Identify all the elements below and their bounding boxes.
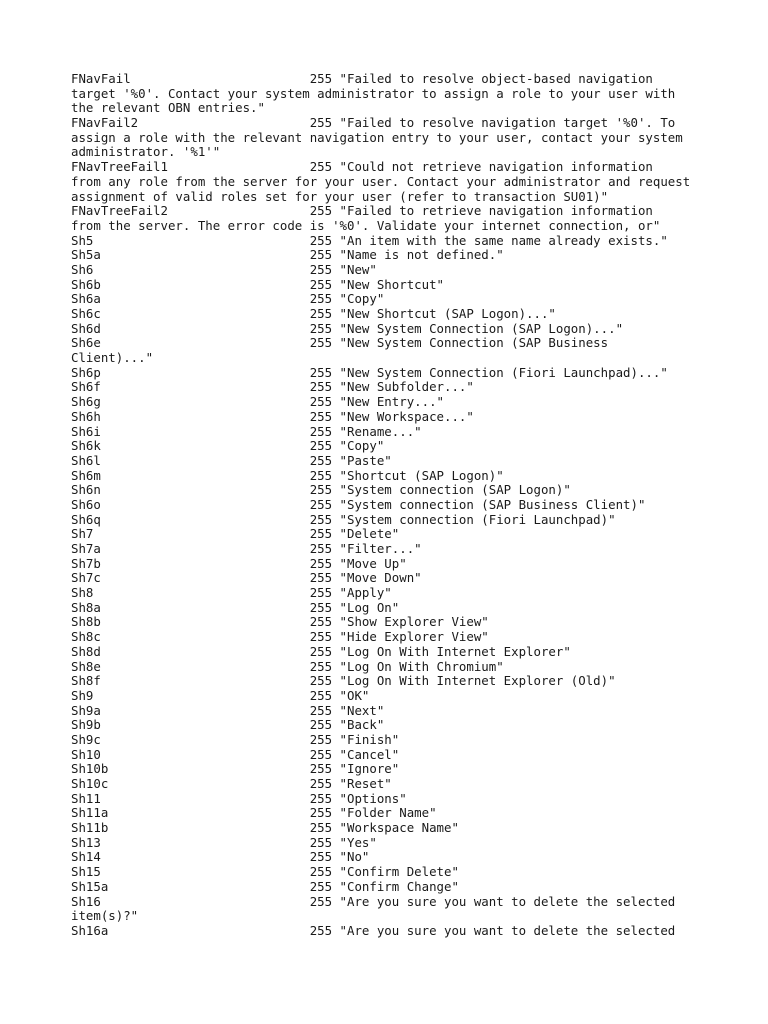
- text-line: Sh10c 255 "Reset": [71, 776, 392, 791]
- text-line: Sh14 255 "No": [71, 849, 370, 865]
- text-line: Sh6f 255 "New Subfolder...": [71, 379, 474, 395]
- text-line: Sh6g 255 "New Entry...": [71, 394, 444, 410]
- text-line: Sh10b 255 "Ignore": [71, 761, 400, 777]
- text-line: administrator. '%1'": [71, 144, 221, 160]
- resource-string-listing: [71, 72, 711, 939]
- text-line: assign a role with the relevant navigation entry to your user, contact your system: [71, 129, 683, 145]
- text-line: Sh9c 255 "Finish": [71, 731, 400, 747]
- text-line: Sh10 255 "Cancel": [71, 746, 400, 762]
- text-line: Sh16a 255 "Are you sure you want to delete the selected: [71, 922, 676, 938]
- text-line: Sh8 255 "Apply": [71, 585, 392, 601]
- text-line: Sh8f 255 "Log On With Internet Explorer (Old)": [71, 673, 616, 689]
- text-line: FNavFail2 255 "Failed to resolve navigation target '%0'. To: [71, 115, 676, 131]
- text-line: Sh13 255 "Yes": [71, 834, 377, 850]
- text-line: Sh7c 255 "Move Down": [71, 570, 422, 586]
- text-line: Sh16 255 "Are you sure you want to delete the selected: [71, 893, 676, 909]
- text-line: Sh7a 255 "Filter...": [71, 541, 422, 556]
- text-line: Sh8e 255 "Log On With Chromium": [71, 658, 504, 674]
- text-line: Sh8b 255 "Show Explorer View": [71, 614, 489, 630]
- text-line: Sh7b 255 "Move Up": [71, 555, 407, 571]
- text-line: Sh11b 255 "Workspace Name": [71, 820, 459, 836]
- text-line: Sh11 255 "Options": [71, 790, 407, 806]
- text-line: Sh6k 255 "Copy": [71, 438, 385, 454]
- text-line: Sh6l 255 "Paste": [71, 452, 392, 468]
- text-line: Sh6a 255 "Copy": [71, 291, 385, 307]
- text-line: Sh8d 255 "Log On With Internet Explorer": [71, 643, 571, 659]
- text-line: Sh15 255 "Confirm Delete": [71, 864, 459, 880]
- text-line: Sh6h 255 "New Workspace...": [71, 408, 474, 424]
- text-line: Sh9 255 "OK": [71, 687, 370, 703]
- text-line: the relevant OBN entries.": [71, 100, 265, 116]
- text-line: FNavTreeFail1 255 "Could not retrieve navigation information: [71, 159, 653, 175]
- text-line: Sh6n 255 "System connection (SAP Logon)": [71, 482, 571, 498]
- text-line: Sh6 255 "New": [71, 261, 377, 277]
- text-line: Sh5a 255 "Name is not defined.": [71, 247, 504, 263]
- text-line: FNavTreeFail2 255 "Failed to retrieve navigation information: [71, 203, 653, 219]
- text-line: from the server. The error code is '%0'. Validate your internet connection, or": [71, 217, 661, 233]
- text-line: target '%0'. Contact your system administrator to assign a role to your user with: [71, 85, 676, 101]
- text-line: Sh15a 255 "Confirm Change": [71, 878, 459, 894]
- text-line: Sh6c 255 "New Shortcut (SAP Logon)...": [71, 306, 556, 321]
- text-line: Sh11a 255 "Folder Name": [71, 805, 437, 821]
- text-line: assignment of valid roles set for your user (refer to transaction SU01)": [71, 188, 609, 204]
- text-line: Sh8a 255 "Log On": [71, 599, 400, 615]
- text-line: Sh6m 255 "Shortcut (SAP Logon)": [71, 467, 504, 483]
- text-line: Sh9a 255 "Next": [71, 702, 385, 718]
- text-line: FNavFail 255 "Failed to resolve object-based navigation: [71, 71, 653, 86]
- text-line: Sh7 255 "Delete": [71, 526, 400, 542]
- text-line: Sh6e 255 "New System Connection (SAP Business: [71, 335, 609, 351]
- text-line: item(s)?": [71, 908, 139, 924]
- text-line: Sh6d 255 "New System Connection (SAP Logon)...": [71, 320, 624, 336]
- text-line: Sh5 255 "An item with the same name already exists.": [71, 232, 668, 248]
- text-line: Sh6i 255 "Rename...": [71, 423, 422, 439]
- text-line: Sh6q 255 "System connection (Fiori Launchpad)": [71, 511, 616, 527]
- text-line: Sh8c 255 "Hide Explorer View": [71, 629, 489, 645]
- text-line: Sh6b 255 "New Shortcut": [71, 276, 444, 292]
- text-line: from any role from the server for your user. Contact your administrator and request: [71, 173, 691, 189]
- text-line: Client)...": [71, 350, 154, 366]
- text-line: Sh9b 255 "Back": [71, 717, 385, 733]
- text-line: Sh6p 255 "New System Connection (Fiori Launchpad)...": [71, 364, 668, 380]
- text-line: Sh6o 255 "System connection (SAP Business Client)": [71, 496, 646, 512]
